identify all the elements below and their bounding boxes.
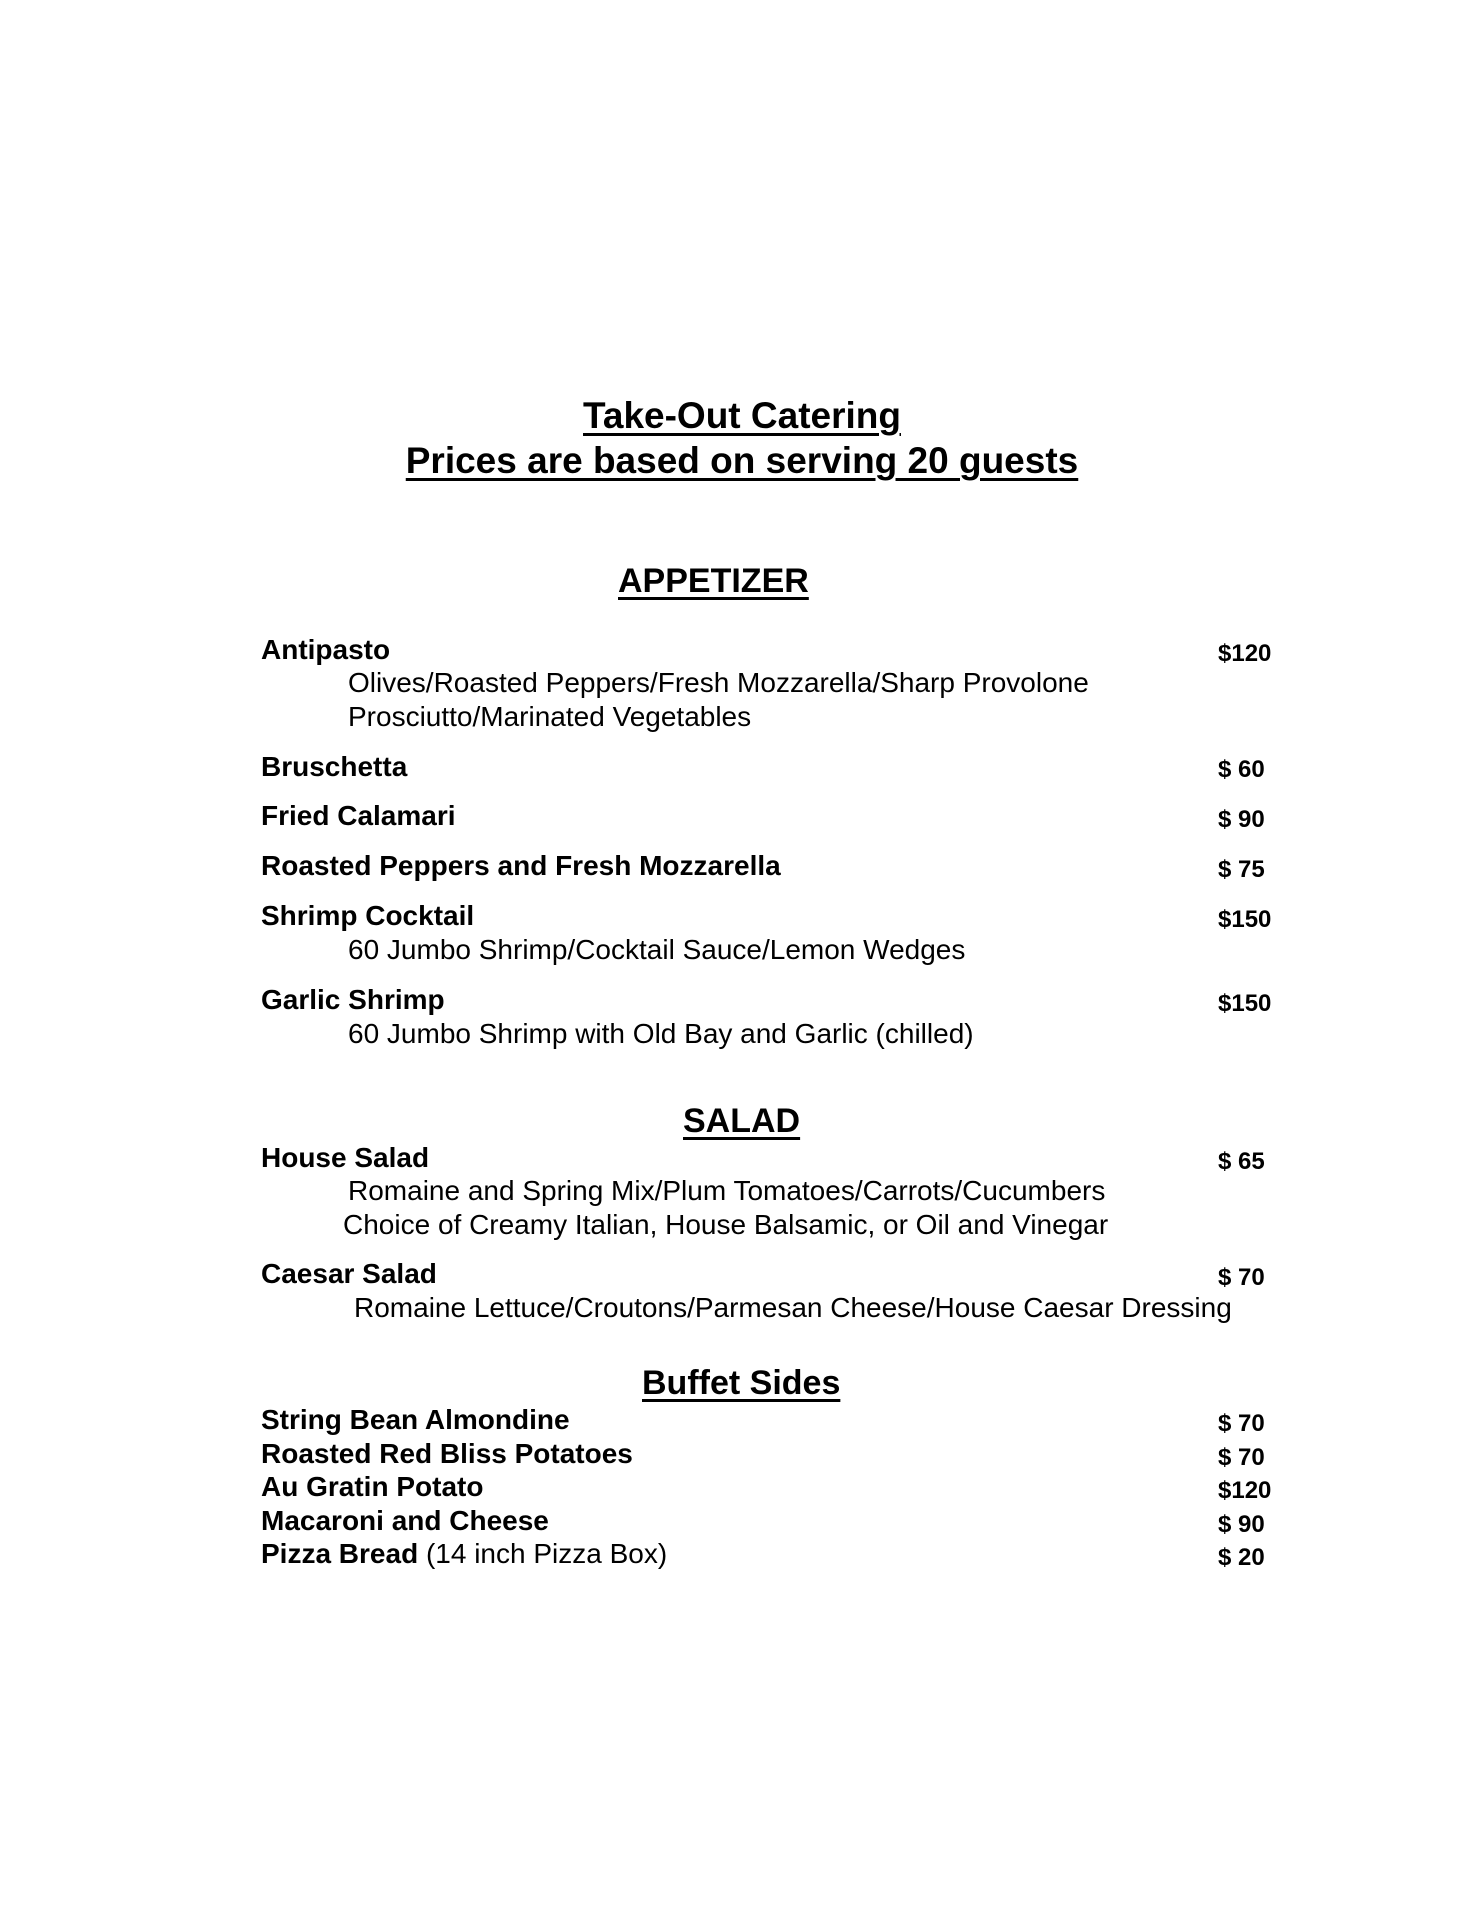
menu-item-name: Macaroni and Cheese [261,1505,549,1536]
menu-item-price: $150 [1218,906,1272,933]
section-heading-appetizer: APPETIZER [618,562,809,600]
section-heading-buffet-sides: Buffet Sides [642,1364,841,1402]
menu-item-name: Fried Calamari [261,800,456,831]
menu-item-price: $ 90 [1218,806,1265,833]
menu-item-price: $ 65 [1218,1148,1265,1175]
page-subtitle: Prices are based on serving 20 guests [405,440,1079,481]
menu-item-price: $ 60 [1218,756,1265,783]
menu-item-name: Pizza Bread [261,1538,419,1569]
menu-item-note: (14 inch Pizza Box) [425,1538,668,1569]
section-heading-salad: SALAD [683,1102,801,1140]
menu-item-price: $ 90 [1218,1511,1265,1538]
menu-item-price: $ 75 [1218,856,1265,883]
menu-item-price: $150 [1218,990,1272,1017]
page-title: Take-Out Catering [583,395,901,436]
menu-item-name: Shrimp Cocktail [261,900,475,931]
menu-item-price: $ 70 [1218,1264,1265,1291]
menu-item-price: $ 70 [1218,1444,1265,1471]
menu-item-description: 60 Jumbo Shrimp/Cocktail Sauce/Lemon Wedges [348,934,966,965]
menu-item-description: Prosciutto/Marinated Vegetables [348,701,752,732]
menu-item-name: Bruschetta [261,751,408,782]
menu-item-name: Roasted Red Bliss Potatoes [261,1438,633,1469]
menu-item-description: Olives/Roasted Peppers/Fresh Mozzarella/Sharp Provolone [348,667,1089,698]
menu-item-price: $120 [1218,1477,1272,1504]
menu-item-price: $ 20 [1218,1544,1265,1571]
menu-item-price: $ 70 [1218,1410,1265,1437]
menu-item-description: 60 Jumbo Shrimp with Old Bay and Garlic (chilled) [348,1018,974,1049]
menu-item-name: Antipasto [261,634,391,665]
menu-item-name: House Salad [261,1142,430,1173]
menu-item-description: Choice of Creamy Italian, House Balsamic, or Oil and Vinegar [343,1209,1109,1240]
menu-item-description: Romaine Lettuce/Croutons/Parmesan Cheese/House Caesar Dressing [354,1292,1232,1323]
menu-item-name: Garlic Shrimp [261,984,445,1015]
menu-item-price: $120 [1218,640,1272,667]
menu-item-name: Roasted Peppers and Fresh Mozzarella [261,850,781,881]
menu-item-description: Romaine and Spring Mix/Plum Tomatoes/Carrots/Cucumbers [348,1175,1106,1206]
menu-item-name: Au Gratin Potato [261,1471,484,1502]
menu-item-name: Caesar Salad [261,1258,437,1289]
menu-item-name: String Bean Almondine [261,1404,570,1435]
menu-item-row [261,1538,667,1570]
